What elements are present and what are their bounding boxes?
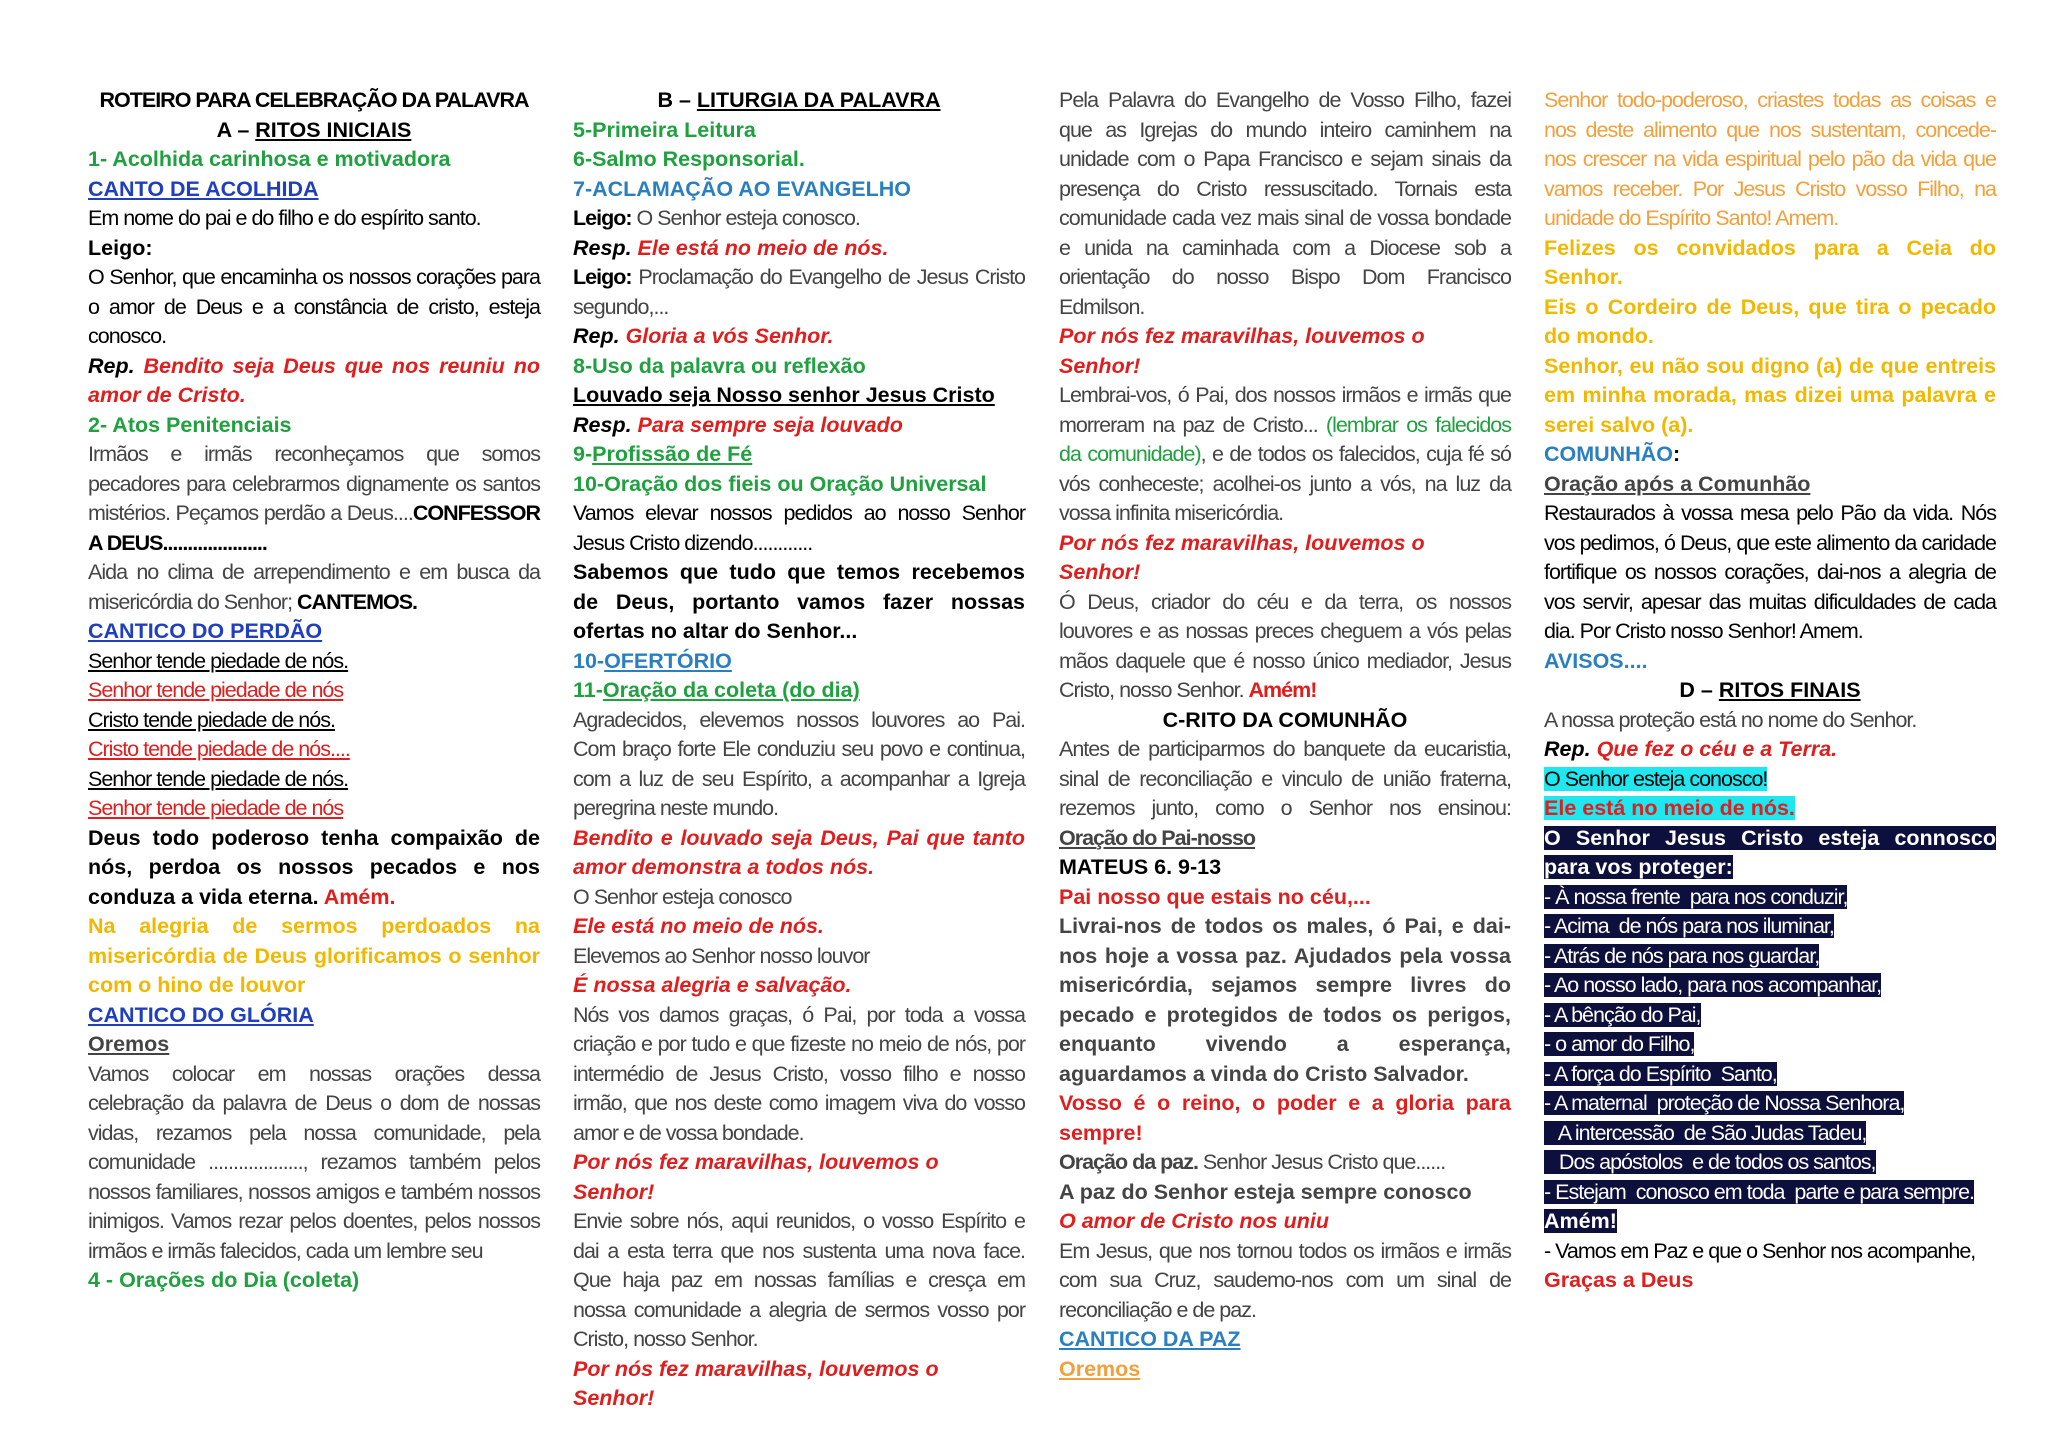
item-8-heading: 8-Uso da palavra ou reflexão: [573, 353, 866, 378]
o-senhor-esteja-line: O Senhor esteja conosco: [573, 884, 792, 909]
resp-1-line: Resp. Ele está no meio de nós.: [573, 235, 889, 260]
o-amor-line: O amor de Cristo nos uniu: [1059, 1209, 1329, 1233]
avisos-heading: AVISOS....: [1544, 648, 1648, 673]
por-nos-line: Por nós fez maravilhas, louvemos o Senhor!: [573, 1150, 939, 1204]
lembrai-text: Lembrai-vos, ó Pai, dos nossos irmãos e irmãs que morreram na paz de Cristo... (lembrar os falecidos da comunidade), e de todos os falecidos, cuja fé só vós conheceste; acolhei-os junto a vós, na luz da vossa infinita misericórdia.: [1059, 383, 1512, 525]
document-title: ROTEIRO PARA CELEBRAÇÃO DA PALAVRA: [99, 88, 529, 112]
leigo-1-line: Leigo: O Senhor esteja conosco.: [573, 206, 860, 230]
bencao-line: - Estejam conosco em toda parte e para sempre.: [1544, 1179, 1975, 1204]
o-senhor-encaminha-text: O Senhor, que encaminha os nossos corações para o amor de Deus e a constância de cristo, esteja conosco.: [88, 265, 540, 348]
bendito-louvado-text: Bendito e louvado seja Deus, Pai que tanto amor demonstra a todos nós.: [573, 825, 1025, 879]
agradecidos-text: Agradecidos, elevemos nossos louvores ao Pai. Com braço forte Ele conduziu seu povo e continua, com a luz de seu Espírito, a acompanhar a Igreja peregrina neste mundo.: [573, 707, 1025, 820]
item-6-heading: 6-Salmo Responsorial.: [573, 147, 805, 171]
rep-2-line: Rep. Gloria a vós Senhor.: [573, 324, 834, 348]
column-3: [1059, 86, 1511, 1384]
bencao-line: - Acima de nós para nos iluminar,: [1544, 914, 1834, 938]
em-jesus-text: Em Jesus, que nos tornou todos os irmãos e irmãs com sua Cruz, saudemo-nos com um sinal de reconciliação e de paz.: [1059, 1238, 1511, 1322]
eis-text: Eis o Cordeiro de Deus, que tira o pecado do mondo.: [1544, 294, 1996, 348]
kyrie-line: Cristo tende piedade de nós....: [88, 737, 350, 761]
o-senhor-jesus-text: O Senhor Jesus Cristo esteja connosco para vos proteger:: [1544, 825, 1996, 879]
kyrie-line: Cristo tende piedade de nós.: [88, 707, 335, 732]
a-nossa-line: A nossa proteção está no nome do Senhor.: [1544, 707, 1917, 732]
rep-line: Rep. Que fez o céu e a Terra.: [1544, 737, 1838, 761]
felizes-text: Felizes os convidados para a Ceia do Senhor.: [1544, 235, 1996, 289]
senhor-eu-text: Senhor, eu não sou digno (a) de que entreis em minha morada, mas dizei uma palavra e serei salvo (a).: [1544, 353, 1996, 437]
bencao-line: Dos apóstolos e de todos os santos,: [1544, 1150, 1876, 1174]
senhor-todo-text: Senhor todo-poderoso, criastes todas as coisas e nos deste alimento que nos sustentam, concede-nos crescer na vida espiritual pelo pão da vida que vamos receber. Por Jesus Cristo vosso Filho, na unidade do Espírito Santo! Amem.: [1544, 88, 1996, 230]
a-paz-line: A paz do Senhor esteja sempre conosco: [1059, 1179, 1472, 1204]
pai-nosso-line: Pai nosso que estais no céu,...: [1059, 884, 1371, 909]
leigo-label: Leigo:: [88, 235, 153, 260]
mateus-line: MATEUS 6. 9-13: [1059, 855, 1222, 879]
section-d-heading: D – RITOS FINAIS: [1679, 678, 1861, 702]
bencao-line: - À nossa frente para nos conduzir,: [1544, 884, 1848, 909]
kyrie-line: Senhor tende piedade de nós.: [88, 648, 349, 673]
restaurados-text: Restaurados à vossa mesa pelo Pão da vida. Nós vos pedimos, ó Deus, que este alimento da caridade fortifique os nossos corações, dai-nos a alegria de vos servir, apesar das muitas dificuldades de cada dia. Por Cristo nosso Senhor! Amem.: [1544, 501, 1996, 643]
envie-text: Envie sobre nós, aqui reunidos, o vosso Espírito e dai a esta terra que nos sustenta uma nova face. Que haja paz em nossas famílias e cresça em nossa comunidade a alegria de sermos vosso por Cristo, nosso Senhor.: [573, 1209, 1025, 1351]
comunhao-heading: COMUNHÃO:: [1544, 442, 1681, 466]
bencao-line: - Atrás de nós para nos guardar,: [1544, 943, 1820, 968]
sabemos-text: Sabemos que tudo que temos recebemos de Deus, portanto vamos fazer nossas ofertas no altar do Senhor...: [573, 560, 1025, 643]
oremos-heading: Oremos: [1059, 1356, 1141, 1381]
bencao-line: - o amor do Filho,: [1544, 1032, 1695, 1056]
item-4-heading: 4 - Orações do Dia (coleta): [88, 1268, 360, 1292]
oracao-apos-heading: Oração após a Comunhão: [1544, 471, 1811, 496]
deus-todo-text: Deus todo poderoso tenha compaixão de nós, perdoa os nossos pecados e nos conduza a vida eterna. Amém.: [88, 825, 540, 909]
elevemos-line: Elevemos ao Senhor nosso louvor: [573, 943, 870, 968]
rep-bendito: Rep. Bendito seja Deus que nos reuniu no amor de Cristo.: [88, 353, 540, 407]
resp-3-line: Resp. Para sempre seja louvado: [573, 412, 903, 437]
aida-text: Aida no clima de arrependimento e em busca da misericórdia do Senhor; CANTEMOS.: [88, 560, 540, 614]
bencao-line: - A maternal proteção de Nossa Senhora,: [1544, 1091, 1905, 1115]
na-alegria-text: Na alegria de sermos perdoados na misericórdia de Deus glorificamos o senhor com o hino de louvor: [88, 914, 540, 997]
oremos-heading: Oremos: [88, 1032, 170, 1056]
por-nos-line: Por nós fez maravilhas, louvemos o Senhor!: [1059, 324, 1425, 378]
o-deus-text: Ó Deus, criador do céu e da terra, os nossos louvores e as nossas preces cheguem a vós pelas mãos daquele que é nosso único mediador, Jesus Cristo, nosso Senhor. Amém!: [1059, 589, 1511, 702]
item-11-heading: 11-Oração da coleta (do dia): [573, 678, 860, 702]
column-2: [573, 86, 1025, 1414]
bencao-line: - Ao nosso lado, para nos acompanhar,: [1544, 973, 1882, 997]
louvado-line: Louvado seja Nosso senhor Jesus Cristo: [573, 383, 995, 407]
antes-text: Antes de participarmos do banquete da eucaristia, sinal de reconciliação e vinculo de união fraterna, rezemos junto, como o Senhor nos ensinou: Oração do Pai-nosso: [1059, 737, 1511, 850]
e-nossa-line: É nossa alegria e salvação.: [573, 973, 852, 997]
por-nos-line: Por nós fez maravilhas, louvemos o Senhor!: [1059, 530, 1425, 584]
item-7-heading: 7-ACLAMAÇÃO AO EVANGELHO: [573, 176, 912, 201]
pela-palavra-text: Pela Palavra do Evangelho de Vosso Filho, fazei que as Igrejas do mundo inteiro caminhem na unidade com o Papa Francisco e sejam sinais da presença do Cristo ressuscitado. Tornais esta comunidade cada vez mais sinal de vossa bondade e unida na caminhada com a Diocese sob a orientação do nosso Bispo Dom Francisco Edmilson.: [1059, 88, 1511, 319]
ele-esta-line: Ele está no meio de nós.: [1544, 796, 1795, 820]
cantico-perdao-heading: CANTICO DO PERDÃO: [88, 619, 323, 643]
o-senhor-esteja-line: O Senhor esteja conosco!: [1544, 766, 1768, 791]
column-4: [1544, 86, 1996, 1296]
gracas-line: Graças a Deus: [1544, 1268, 1694, 1292]
vamos-elevar-text: Vamos elevar nossos pedidos ao nosso Senhor Jesus Cristo dizendo............: [573, 501, 1025, 555]
vamos-em-paz-line: - Vamos em Paz e que o Senhor nos acompanhe,: [1544, 1238, 1976, 1263]
bencao-list: [1544, 883, 1996, 1208]
ele-esta-line: Ele está no meio de nós.: [573, 914, 824, 938]
item-10-heading: 10-Oração dos fieis ou Oração Universal: [573, 471, 987, 496]
por-nos-line: Por nós fez maravilhas, louvemos o Senhor!: [573, 1356, 939, 1410]
vamos-colocar-text: Vamos colocar em nossas orações dessa celebração da palavra de Deus o dom de nossas vidas, rezamos pela nossa comunidade, pela comunidade ..................., rezamos também pelos nossos familiares, nossos amigos e também nossos inimigos. Vamos rezar pelos doentes, pelos nossos irmãos e irmãs falecidos, cada um lembre seu: [88, 1061, 540, 1263]
cantico-gloria-heading: CANTICO DO GLÓRIA: [88, 1002, 314, 1027]
em-nome-text: Em nome do pai e do filho e do espírito santo.: [88, 206, 481, 230]
kyrie-line: Senhor tende piedade de nós.: [88, 766, 349, 791]
bencao-line: A intercessão de São Judas Tadeu,: [1544, 1120, 1867, 1145]
column-1: [88, 86, 540, 1296]
bencao-line: - A bênção do Pai,: [1544, 1002, 1701, 1027]
section-a-heading: A – RITOS INICIAIS: [216, 117, 412, 142]
ofertorio-heading: 10-OFERTÓRIO: [573, 648, 732, 673]
oracao-paz-line: Oração da paz. Senhor Jesus Cristo que......: [1059, 1150, 1446, 1174]
kyrie-line: Senhor tende piedade de nós: [88, 796, 344, 820]
bencao-line: - A força do Espírito Santo,: [1544, 1061, 1777, 1086]
canto-acolhida-heading: CANTO DE ACOLHIDA: [88, 176, 319, 201]
section-b-heading: B – LITURGIA DA PALAVRA: [657, 88, 941, 112]
item-1-heading: 1- Acolhida carinhosa e motivadora: [88, 147, 451, 171]
item-5-heading: 5-Primeira Leitura: [573, 117, 756, 142]
nos-vos-damos-text: Nós vos damos graças, ó Pai, por toda a vossa criação e por tudo e que fizeste no meio de nós, por intermédio de Jesus Cristo, vosso filho e nosso irmão, que nos deste como imagem viva do vosso amor e de vossa bondade.: [573, 1002, 1025, 1145]
vosso-e-text: Vosso é o reino, o poder e a gloria para sempre!: [1059, 1091, 1511, 1145]
livrai-text: Livrai-nos de todos os males, ó Pai, e dai-nos hoje a vossa paz. Ajudados pela vossa misericórdia, sejamos sempre livres do pecado e protegidos de todos os perigos, enquanto vivendo a esperança, aguardamos a vinda do Cristo Salvador.: [1059, 914, 1511, 1086]
item-9-heading: 9-Profissão de Fé: [573, 442, 753, 466]
irmaos-text: Irmãos e irmãs reconheçamos que somos pecadores para celebrarmos dignamente os santos mistérios. Peçamos perdão a Deus....CONFESSOR A DEUS.....................: [88, 442, 540, 555]
amem-line: Amém!: [1544, 1209, 1617, 1233]
leigo-2-line: Leigo: Proclamação do Evangelho de Jesus Cristo segundo,...: [573, 265, 1025, 319]
section-c-heading: C-RITO DA COMUNHÃO: [1162, 707, 1408, 732]
cantico-paz-heading: CANTICO DA PAZ: [1059, 1327, 1241, 1351]
kyrie-line: Senhor tende piedade de nós: [88, 678, 344, 702]
item-2-heading: 2- Atos Penitenciais: [88, 412, 292, 437]
